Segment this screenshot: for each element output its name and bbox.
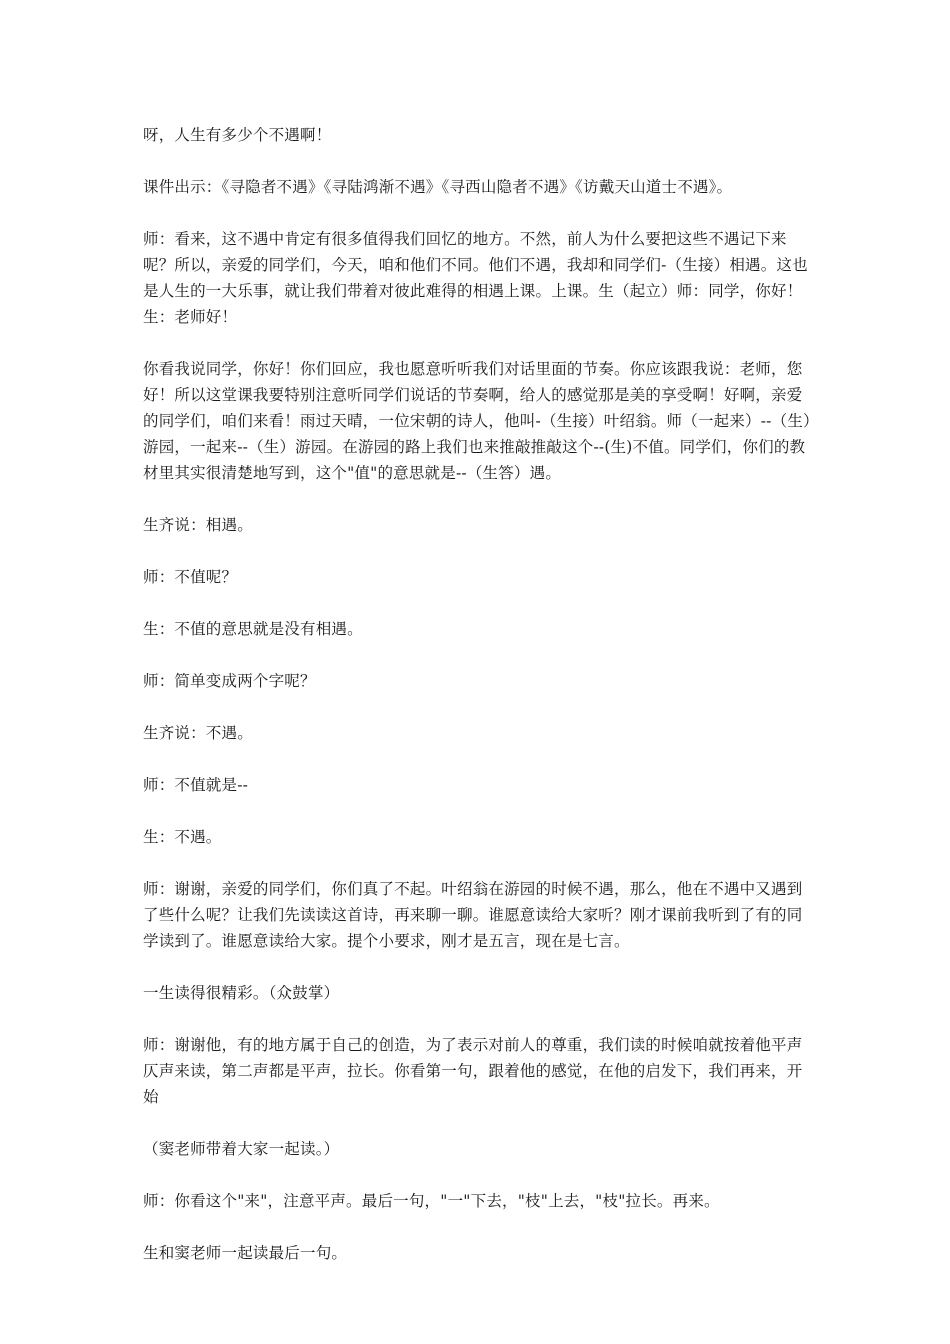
paragraph-spacer	[143, 954, 811, 980]
paragraph-6: 师：不值呢？	[143, 568, 238, 586]
paragraph-spacer	[143, 1214, 811, 1240]
paragraph-spacer	[143, 850, 811, 876]
document-body	[143, 122, 811, 1266]
paragraph-2: 课件出示：《寻隐者不遇》《寻陆鸿渐不遇》《寻西山隐者不遇》《访戴天山道士不遇》。	[143, 178, 733, 196]
paragraph-7: 生：不值的意思就是没有相遇。	[143, 620, 363, 638]
paragraph-spacer	[143, 1110, 811, 1136]
paragraph-1: 呀，人生有多少个不遇啊！	[143, 126, 332, 144]
paragraph-spacer	[143, 1162, 811, 1188]
paragraph-11: 生：不遇。	[143, 828, 222, 846]
paragraph-14: 师：谢谢他，有的地方属于自己的创造，为了表示对前人的尊重，我们读的时候咱就按着他平声仄声来读，第二声都是平声，拉长。你看第一句，跟着他的感觉，在他的启发下，我们再来，开始	[143, 1036, 803, 1106]
paragraph-spacer	[143, 148, 811, 174]
paragraph-4: 你看我说同学，你好！你们回应，我也愿意听听我们对话里面的节奏。你应该跟我说：老师，您好！所以这堂课我要特别注意听同学们说话的节奏啊，给人的感觉那是美的享受啊！好啊，亲爱的同学们，咱们来看！雨过天晴，一位宋朝的诗人，他叫-（生接）叶绍翁。师（一起来）--（生）游园，一起来--（生）游园。在游园的路上我们也来推敲推敲这个--(生)不值。同学们，你们的教材里其实很清楚地写到，这个"值"的意思就是--（生答）遇。	[143, 360, 811, 482]
paragraph-9: 生齐说：不遇。	[143, 724, 253, 742]
paragraph-15: （窦老师带着大家一起读。）	[143, 1140, 340, 1158]
paragraph-3: 师：看来，这不遇中肯定有很多值得我们回忆的地方。不然，前人为什么要把这些不遇记下来呢？所以，亲爱的同学们，今天，咱和他们不同。他们不遇，我却和同学们-（生接）相遇。这也是人生的一大乐事，就让我们带着对彼此难得的相遇上课。上课。生（起立）师：同学，你好！生：老师好！	[143, 230, 808, 326]
paragraph-spacer	[143, 200, 811, 226]
paragraph-spacer	[143, 330, 811, 356]
paragraph-12: 师：谢谢，亲爱的同学们，你们真了不起。叶绍翁在游园的时候不遇，那么，他在不遇中又遇到了些什么呢？让我们先读读这首诗，再来聊一聊。谁愿意读给大家听？刚才课前我听到了有的同学读到了。谁愿意读给大家。提个小要求，刚才是五言，现在是七言。	[143, 880, 803, 950]
paragraph-spacer	[143, 538, 811, 564]
paragraph-spacer	[143, 486, 811, 512]
paragraph-spacer	[143, 746, 811, 772]
paragraph-spacer	[143, 642, 811, 668]
paragraph-spacer	[143, 798, 811, 824]
paragraph-10: 师：不值就是--	[143, 776, 249, 794]
paragraph-17: 生和窦老师一起读最后一句。	[143, 1244, 348, 1262]
paragraph-spacer	[143, 694, 811, 720]
paragraph-13: 一生读得很精彩。（众鼓掌）	[143, 984, 340, 1002]
paragraph-8: 师：简单变成两个字呢？	[143, 672, 316, 690]
paragraph-spacer	[143, 1006, 811, 1032]
paragraph-5: 生齐说：相遇。	[143, 516, 253, 534]
paragraph-16: 师：你看这个"来"，注意平声。最后一句，"一"下去，"枝"上去，"枝"拉长。再来。	[143, 1192, 720, 1210]
paragraph-spacer	[143, 590, 811, 616]
